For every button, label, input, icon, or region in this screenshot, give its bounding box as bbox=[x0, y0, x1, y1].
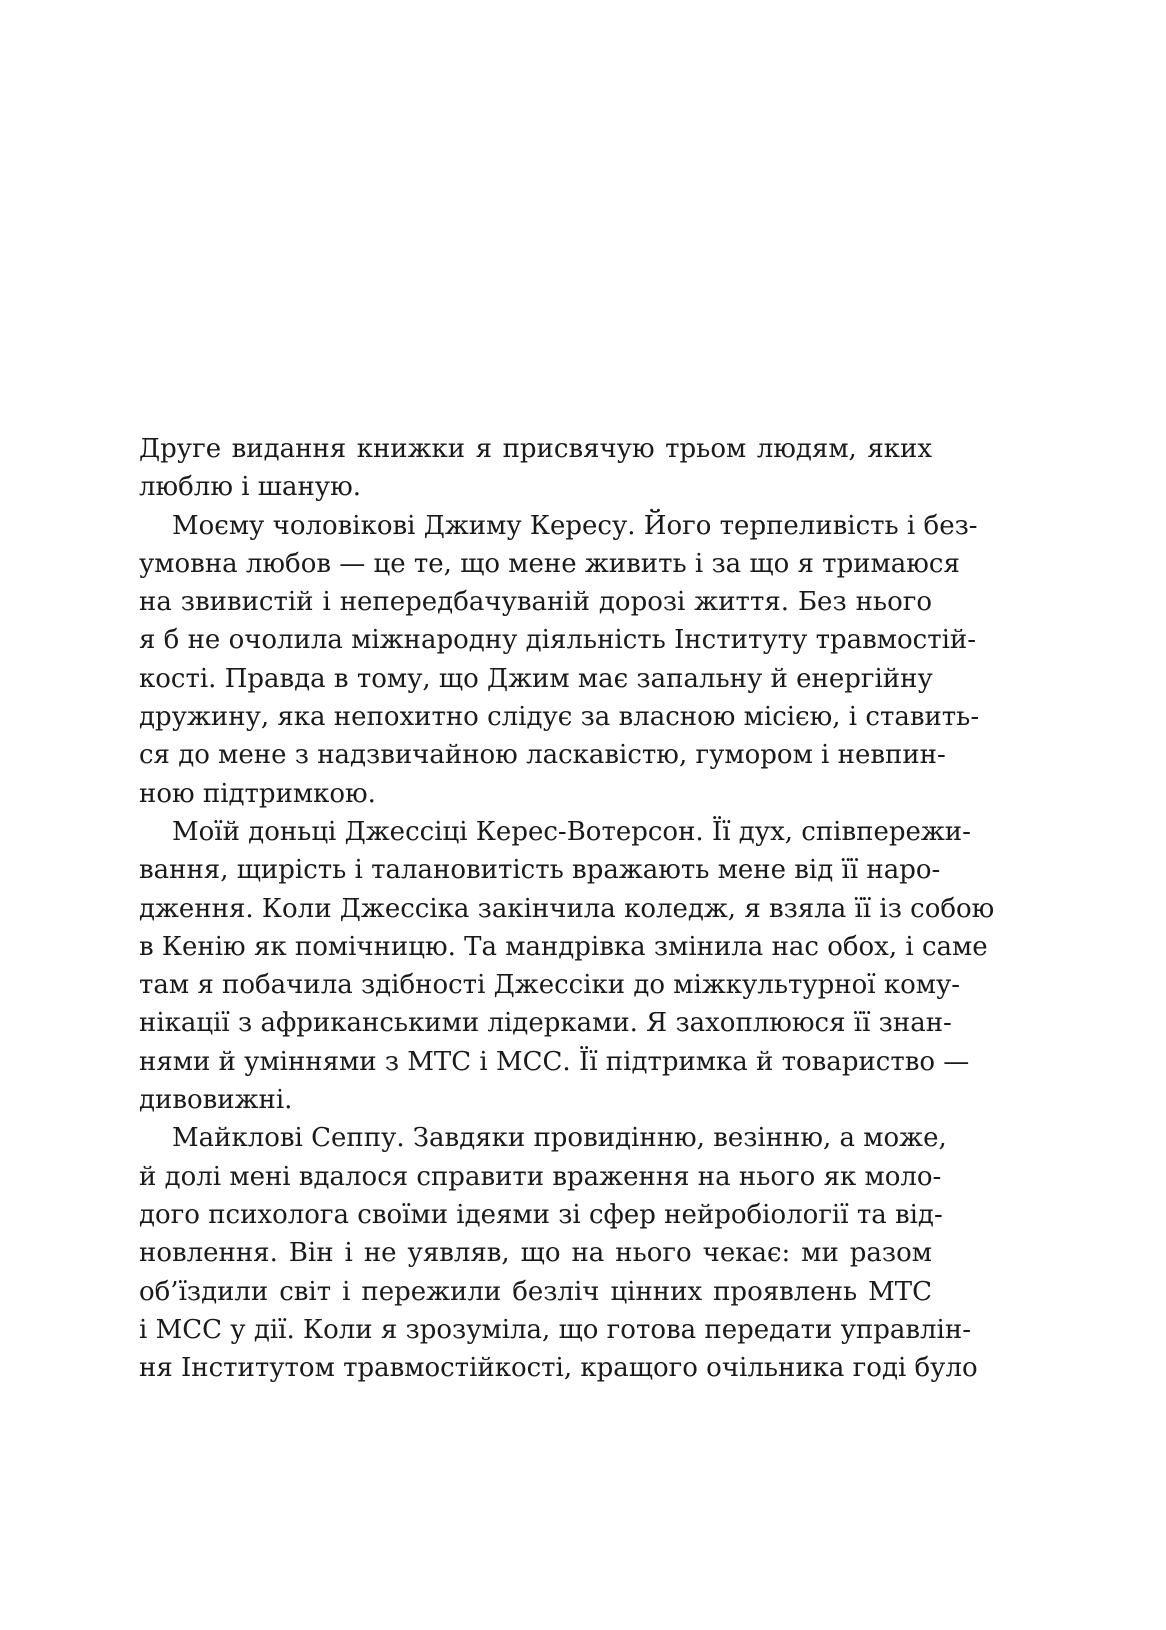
text-line: Майклові Сеппу. Завдяки провидінню, везінню, а може, bbox=[172, 1123, 947, 1154]
text-line: ною підтримкою. bbox=[139, 778, 376, 809]
text-line: і МСС у дії. Коли я зрозуміла, що готова передати управлін- bbox=[139, 1314, 971, 1345]
text-line: вання, щирість і талановитість вражають мене від її наро- bbox=[139, 855, 941, 886]
text-line: кості. Правда в тому, що Джим має запальну й енергійну bbox=[139, 663, 933, 694]
text-line: нікації з африканськими лідерками. Я захоплююся її знан- bbox=[139, 1008, 952, 1039]
paragraph-michael bbox=[139, 1119, 978, 1387]
text-line: дивовижні. bbox=[139, 1085, 293, 1116]
text-line: Друге видання книжки я присвячую трьом людям, яких bbox=[139, 434, 932, 464]
text-line: й долі мені вдалося справити враження на нього як моло- bbox=[139, 1161, 942, 1192]
text-line: Моїй доньці Джессіці Керес-Вотерсон. Її дух, співпережи- bbox=[172, 816, 971, 847]
text-line: дого психолога своїми ідеями зі сфер нейробіології та від- bbox=[139, 1199, 943, 1230]
text-line: в Кенію як помічницю. Та мандрівка змінила нас обох, і саме bbox=[139, 931, 988, 962]
paragraph-intro bbox=[139, 430, 932, 507]
paragraph-jessica bbox=[139, 813, 995, 1119]
text-line: на звивистій і непередбачуваній дорозі життя. Без нього bbox=[139, 587, 932, 618]
text-line: люблю і шаную. bbox=[139, 472, 362, 503]
text-line: Моєму чоловікові Джиму Кересу. Його терпеливість і без- bbox=[172, 510, 978, 541]
text-line: там я побачила здібності Джессіки до міжкультурної кому- bbox=[139, 970, 961, 1001]
dedication-text bbox=[139, 430, 995, 1387]
text-line: ня Інститутом травмостійкості, кращого очільника годі було bbox=[139, 1353, 978, 1384]
text-line: новлення. Він і не уявляв, що на нього чекає: ми разом bbox=[139, 1238, 932, 1269]
text-line: об’їздили світ і пережили безліч цінних проявлень МТС bbox=[139, 1276, 932, 1307]
text-line: нями й уміннями з МТС і МСС. Її підтримка й товариство — bbox=[139, 1046, 970, 1077]
text-line: дження. Коли Джессіка закінчила коледж, я взяла її із собою bbox=[139, 893, 995, 924]
text-line: дружину, яка непохитно слідує за власною місією, і ставить- bbox=[139, 702, 980, 733]
text-line: ся до мене з надзвичайною ласкавістю, гумором і невпин- bbox=[139, 740, 946, 771]
paragraph-jim bbox=[139, 507, 980, 813]
text-line: я б не очолила міжнародну діяльність Інституту травмостій- bbox=[139, 625, 977, 656]
text-line: умовна любов — це те, що мене живить і за що я тримаюся bbox=[139, 548, 960, 579]
